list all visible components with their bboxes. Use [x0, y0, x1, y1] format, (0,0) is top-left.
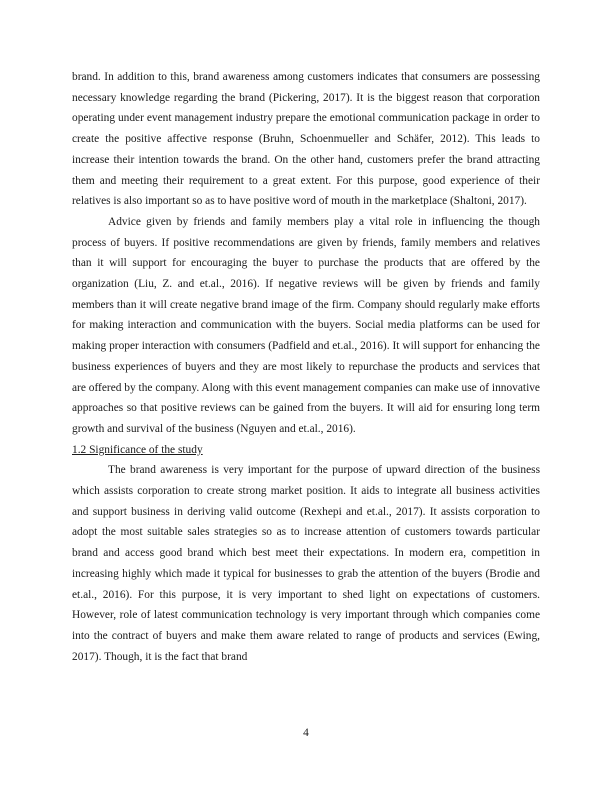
section-heading-text: 1.2 Significance of the study [72, 443, 203, 456]
section-heading [72, 440, 540, 461]
page-body [72, 67, 540, 667]
paragraph-brand-awareness: brand. In addition to this, brand awareness among customers indicates that consumers are possessing necessary knowledge regarding the brand (Pickering, 2017). It is the biggest reason that corporation operating under event management industry prepare the emotional communication package in order to create the positive affective response (Bruhn, Schoenmueller and Schäfer, 2012). This leads to increase their intention towards the brand. On the other hand, customers prefer the brand attracting them and meeting their requirement to a great extent. For this purpose, good experience of their relatives is also important so as to have positive word of mouth in the marketplace (Shaltoni, 2017). [72, 71, 540, 208]
paragraph-advice-friends-family: Advice given by friends and family members play a vital role in influencing the though process of buyers. If positive recommendations are given by friends, family members and relatives than it will support for encouraging the buyer to purchase the products that are offered by the organization (Liu, Z. and et.al., 2016). If negative reviews will be given by friends and family members than it will create negative brand image of the firm. Company should regularly make efforts for making interaction and communication with the buyers. Social media platforms can be used for making proper interaction with consumers (Padfield and et.al., 2016). It will support for enhancing the business experiences of buyers and they are most likely to repurchase the products and services that are offered by the company. Along with this event management companies can make use of innovative approaches so that positive reviews can be gained from the buyers. It will aid for ensuring long term growth and survival of the business (Nguyen and et.al., 2016). [72, 215, 540, 435]
paragraph-significance: The brand awareness is very important for the purpose of upward direction of the business which assists corporation to create strong market position. It aids to integrate all business activities and support business in deriving valid outcome (Rexhepi and et.al., 2017). It assists corporation to adopt the most suitable sales strategies so as to increase attention of customers towards particular brand and access good brand which best meet their expectations. In modern era, competition in increasing highly which made it typical for businesses to grab the attention of the buyers (Brodie and et.al., 2016). For this purpose, it is very important to shed light on expectations of customers. However, role of latest communication technology is very important through which companies come into the contract of buyers and make them aware related to range of products and services (Ewing, 2017). Though, it is the fact that brand [72, 464, 540, 663]
page-number: 4 [303, 727, 309, 739]
